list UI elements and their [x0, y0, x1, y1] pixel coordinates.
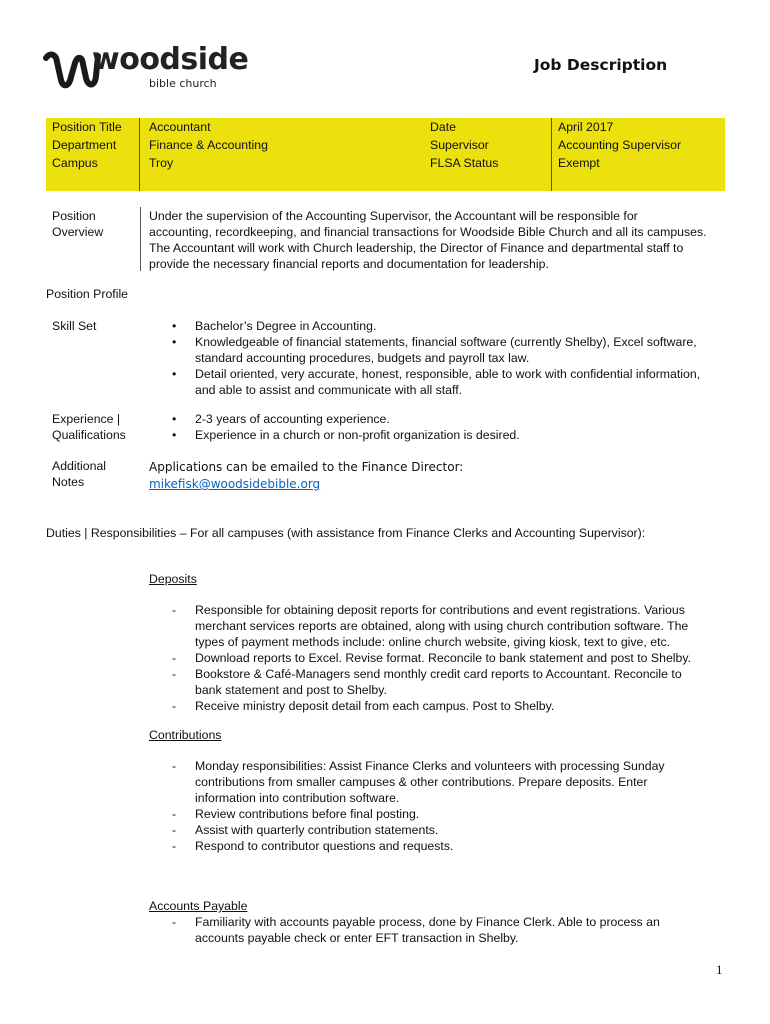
- experience-list: [149, 411, 729, 443]
- list-item: - Bookstore & Café-Managers send monthly credit card reports to Accountant. Reconcile to bank statement and post to Shelby.: [172, 667, 682, 697]
- list-item: • 2-3 years of accounting experience.: [172, 412, 390, 426]
- logo-subtitle: bible church: [149, 77, 217, 90]
- value-supervisor: Accounting Supervisor: [558, 138, 682, 152]
- skill-set-list: [149, 318, 729, 398]
- accounts-payable-list: [149, 914, 729, 946]
- value-campus: Troy: [149, 156, 174, 170]
- list-item: • Bachelor’s Degree in Accounting.: [172, 319, 377, 333]
- notes-label: Additional Notes: [52, 459, 107, 489]
- list-item: • Experience in a church or non-profit organization is desired.: [172, 428, 520, 442]
- label-supervisor: Supervisor: [430, 138, 489, 152]
- list-item: • Knowledgeable of financial statements, financial software (currently Shelby), Excel software, standard accounting procedures, budgets and payroll tax law.: [172, 335, 697, 365]
- label-campus: Campus: [52, 156, 98, 170]
- label-date: Date: [430, 120, 456, 134]
- deposits-heading: Deposits: [149, 572, 197, 586]
- value-flsa-status: Exempt: [558, 156, 600, 170]
- experience-label: Experience | Qualifications: [52, 412, 126, 442]
- value-date: April 2017: [558, 120, 614, 134]
- logo-wordmark: woodside: [92, 42, 249, 77]
- list-item: - Respond to contributor questions and requests.: [172, 839, 454, 853]
- overview-text: Under the supervision of the Accounting Supervisor, the Accountant will be responsible for accounting, recordkeeping, and financial transactions for Woodside Bible Church and all its campuses. The Accountant will work with Church leadership, the Director of Finance and departmental staff to provide the necessary financial reports and documentation for leadership.: [149, 209, 707, 271]
- label-department: Department: [52, 138, 117, 152]
- skill-set-label: Skill Set: [52, 319, 97, 333]
- duties-heading: Duties | Responsibilities – For all campuses (with assistance from Finance Clerks and Accounting Supervisor):: [46, 526, 646, 540]
- contributions-heading: Contributions: [149, 728, 222, 742]
- contributions-list: [149, 758, 729, 854]
- list-item: - Review contributions before final posting.: [172, 807, 420, 821]
- list-item: - Download reports to Excel. Revise format. Reconcile to bank statement and post to Shelby.: [172, 651, 692, 665]
- accounts-payable-heading: Accounts Payable: [149, 899, 248, 913]
- list-item: - Receive ministry deposit detail from each campus. Post to Shelby.: [172, 699, 555, 713]
- deposits-list: [149, 602, 729, 714]
- job-info-header: [46, 118, 725, 191]
- list-item: - Familiarity with accounts payable process, done by Finance Clerk. Able to process an accounts payable check or enter EFT transaction in Shelby.: [172, 915, 660, 945]
- label-position-title: Position Title: [52, 120, 122, 134]
- value-department: Finance & Accounting: [149, 138, 268, 152]
- overview-label: Position Overview: [52, 209, 104, 239]
- list-item: - Monday responsibilities: Assist Finance Clerks and volunteers with processing Sunday contributions from smaller campuses & other contributions. Prepare deposits. Enter information into contribution software.: [172, 759, 665, 805]
- position-profile-heading: Position Profile: [46, 287, 129, 301]
- list-item: • Detail oriented, very accurate, honest, responsible, able to work with confidential information, and able to assist and communicate with all staff.: [172, 367, 701, 397]
- label-flsa-status: FLSA Status: [430, 156, 499, 170]
- list-item: - Responsible for obtaining deposit reports for contributions and event registrations. Various merchant services reports are obtained, along with using church contribution software. The types of payment methods include: online church website, giving kiosk, text to give, etc.: [172, 603, 689, 649]
- list-item: - Assist with quarterly contribution statements.: [172, 823, 439, 837]
- overview-divider: [140, 207, 141, 271]
- document-title: Job Description: [534, 56, 668, 74]
- finance-director-email-link[interactable]: mikefisk@woodsidebible.org: [149, 477, 321, 491]
- page-number: 1: [716, 962, 723, 977]
- value-position-title: Accountant: [149, 120, 211, 134]
- notes-text: Applications can be emailed to the Finance Director: mikefisk@woodsidebible.org: [149, 460, 464, 491]
